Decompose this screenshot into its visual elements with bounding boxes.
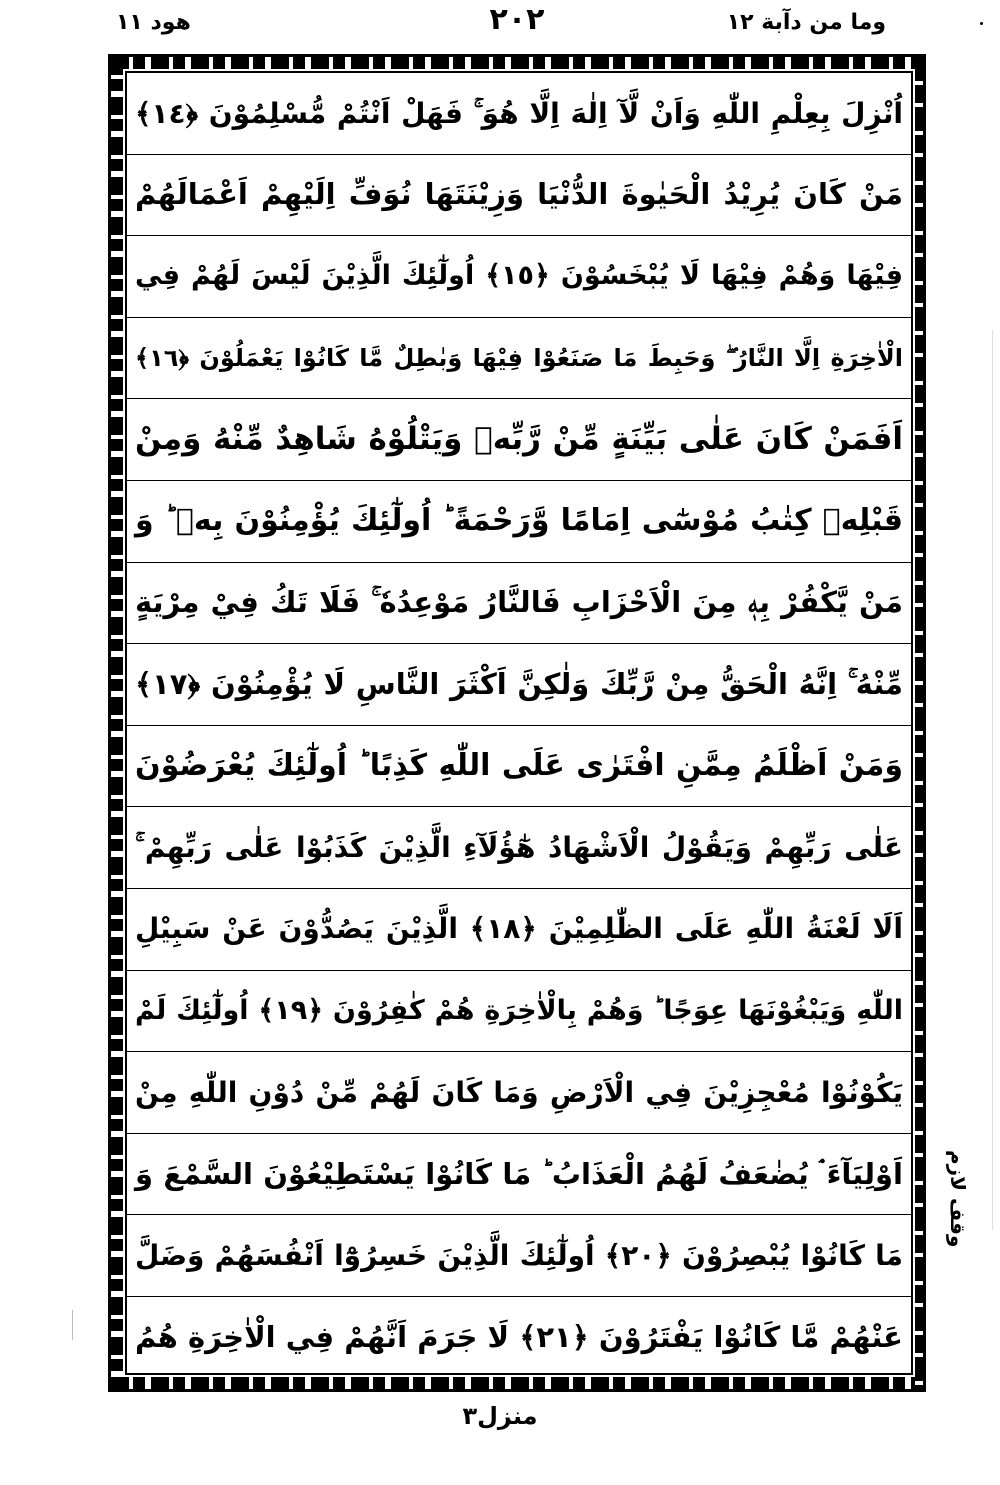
line-text: الْاٰخِرَةِ اِلَّا النَّارُ ۖ وَحَبِطَ مَا صَنَعُوْا فِيْهَا وَبٰطِلٌ مَّا كَانُوْا يَعْمَلُوْنَ ﴿١٦﴾ xyxy=(135,343,903,372)
line-text: يَكُوْنُوْا مُعْجِزِيْنَ فِي الْاَرْضِ وَمَا كَانَ لَهُمْ مِّنْ دُوْنِ اللّٰهِ مِنْ xyxy=(135,1075,903,1109)
scan-artifact-mark xyxy=(72,1310,73,1340)
text-block xyxy=(125,71,913,1375)
border-ornament-right xyxy=(915,57,923,1389)
border-ornament-left xyxy=(111,57,123,1389)
line-text: اَلَا لَعْنَةُ اللّٰهِ عَلَى الظّٰلِمِيْنَ ﴿١٨﴾ الَّذِيْنَ يَصُدُّوْنَ عَنْ سَبِيْلِ xyxy=(135,912,904,946)
border-ornament-bottom xyxy=(111,1377,923,1389)
line-text: عَنْهُمْ مَّا كَانُوْا يَفْتَرُوْنَ ﴿٢١﴾ لَا جَرَمَ اَنَّهُمْ فِي الْاٰخِرَةِ هُمُ xyxy=(135,1320,903,1355)
text-line xyxy=(127,1052,911,1134)
text-line xyxy=(127,1215,911,1297)
surah-label: هود ١١ xyxy=(116,10,191,35)
text-line xyxy=(127,1134,911,1216)
text-line xyxy=(127,318,911,400)
margin-note-waqf-lazim: وقف لازم xyxy=(946,1150,970,1248)
line-text: مَا كَانُوْا يُبْصِرُوْنَ ﴿٢٠﴾ اُولٰٓئِكَ الَّذِيْنَ خَسِرُوْٓا اَنْفُسَهُمْ وَضَلَّ xyxy=(135,1238,904,1272)
line-text: اللّٰهِ وَيَبْغُوْنَهَا عِوَجًا ؕ وَهُمْ بِالْاٰخِرَةِ هُمْ كٰفِرُوْنَ ﴿١٩﴾ اُولٰٓئِكَ لَمْ xyxy=(135,994,903,1026)
line-text: اَوْلِيَآءَ ۘ يُضٰعَفُ لَهُمُ الْعَذَابُ ؕ مَا كَانُوْا يَسْتَطِيْعُوْنَ السَّمْعَ وَ xyxy=(135,1156,903,1191)
text-line xyxy=(127,73,911,155)
line-text: مِّنْهُ ۚ اِنَّهُ الْحَقُّ مِنْ رَّبِّكَ وَلٰكِنَّ اَكْثَرَ النَّاسِ لَا يُؤْمِنُوْنَ ﴿١٧﴾ xyxy=(135,667,903,702)
manzil-label: منزل٣ xyxy=(462,1402,538,1430)
text-line xyxy=(127,399,911,481)
text-line xyxy=(127,726,911,808)
text-line xyxy=(127,807,911,889)
scan-artifact-line xyxy=(992,330,993,1230)
page-number: ٢٠٢ xyxy=(489,2,545,37)
text-line xyxy=(127,644,911,726)
line-text: مَنْ كَانَ يُرِيْدُ الْحَيٰوةَ الدُّنْيَا وَزِيْنَتَهَا نُوَفِّ اِلَيْهِمْ اَعْمَالَهُمْ xyxy=(135,177,903,212)
line-text: مَنْ يَّكْفُرْ بِهٖ مِنَ الْاَحْزَابِ فَالنَّارُ مَوْعِدُهٗ ۚ فَلَا تَكُ فِيْ مِرْيَةٍ xyxy=(135,585,903,620)
text-line xyxy=(127,889,911,971)
speck-mark xyxy=(980,22,983,25)
line-text: فِيْهَا وَهُمْ فِيْهَا لَا يُبْخَسُوْنَ ﴿١٥﴾ اُولٰٓئِكَ الَّذِيْنَ لَيْسَ لَهُمْ فِي xyxy=(135,260,904,292)
line-text: اَفَمَنْ كَانَ عَلٰى بَيِّنَةٍ مِّنْ رَّبِّهٖ وَيَتْلُوْهُ شَاهِدٌ مِّنْهُ وَمِنْ xyxy=(135,421,903,458)
text-line xyxy=(127,971,911,1053)
page-header xyxy=(108,2,926,50)
text-line xyxy=(127,563,911,645)
text-line xyxy=(127,1297,911,1379)
text-line xyxy=(127,236,911,318)
text-line xyxy=(127,155,911,237)
text-line xyxy=(127,481,911,563)
page-frame xyxy=(108,54,926,1392)
line-text: قَبْلِهٖ كِتٰبُ مُوْسٰٓى اِمَامًا وَّرَحْمَةً ؕ اُولٰٓئِكَ يُؤْمِنُوْنَ بِهٖ ؕ وَ xyxy=(135,503,903,539)
border-ornament-top xyxy=(111,57,923,69)
juz-label: وما من دآبة ١٢ xyxy=(726,10,886,35)
line-text: وَمَنْ اَظْلَمُ مِمَّنِ افْتَرٰى عَلَى اللّٰهِ كَذِبًا ؕ اُولٰٓئِكَ يُعْرَضُوْنَ xyxy=(135,748,903,784)
line-text: اُنْزِلَ بِعِلْمِ اللّٰهِ وَاَنْ لَّآ اِلٰهَ اِلَّا هُوَ ۚ فَهَلْ اَنْتُمْ مُّسْلِمُوْنَ ﴿١٤﴾ xyxy=(135,96,903,130)
line-text: عَلٰى رَبِّهِمْ وَيَقُوْلُ الْاَشْهَادُ هٰٓؤُلَآءِ الَّذِيْنَ كَذَبُوْا عَلٰى رَبِّهِمْ ۚ xyxy=(135,830,903,864)
